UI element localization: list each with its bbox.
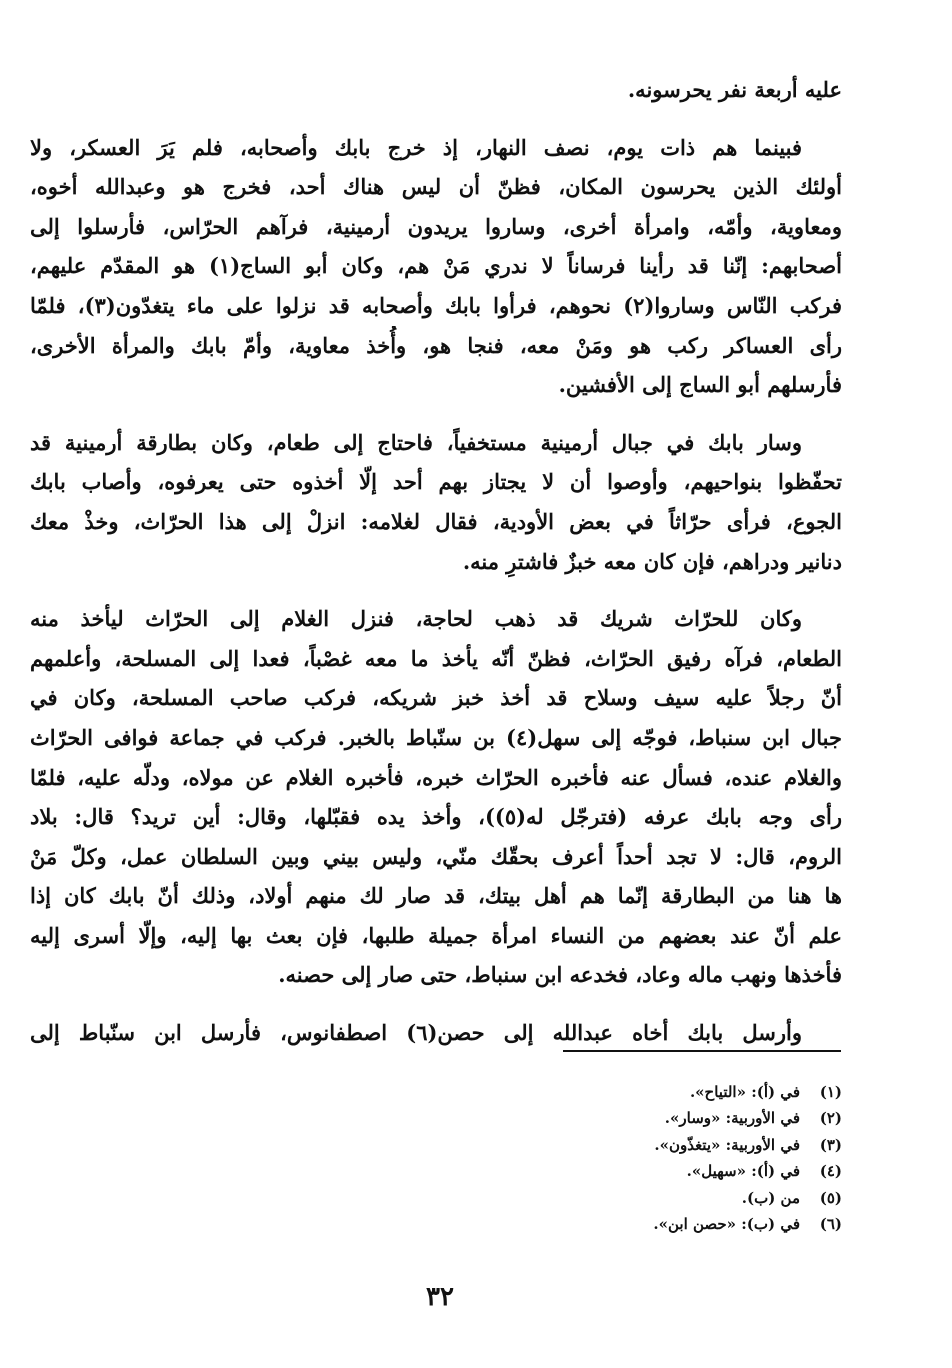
text-line: أنّ رجلاً عليه سيف وسلاح قد أخذ خبز شريكه، فركب صاحب المسلحة، وكان في (30, 685, 842, 711)
footnote (342, 1079, 842, 1105)
footnote-text: في (أ): «التياح». (689, 1083, 800, 1101)
text-line: وسار بابك في جبال أرمينية مستخفياً، فاحتاج إلى طعام، وكان بطارقة أرمينية قد (30, 429, 802, 455)
footnote-text: في (ب): «حصن ابن». (653, 1215, 800, 1234)
text-line: فركب النّاس وساروا(٢) نحوهم، فرأوا بابك وأصحابه قد نزلوا على ماء يتغدّون(٣)، فلمّا (30, 292, 842, 318)
footnote (342, 1132, 842, 1158)
text-line: ها هنا من البطارقة إنّما هم أهل بيتك، قد صار لك منهم أولاد، وذلك أنّ بابك كان إذا (30, 883, 842, 909)
text-line: رأى العساكر ركب هو ومَنْ معه، فنجا هو، وأُخذ معاوية، وأمّ بابك والمرأة الأخرى، (30, 332, 842, 358)
footnotes (342, 1079, 842, 1237)
paragraph (30, 599, 842, 995)
text-line: الطعام، فرآه رفيق الحرّاث، فظنّ أنّه يأخذ ما معه غصْباً، فعدا إلى المسلحة، وأعلمهم (30, 645, 842, 671)
text-line: علم أنّ عند بعضهم من النساء امرأة جميلة طلبها، فإن بعث بها إليه، وإلّا أسرى إليه (30, 922, 842, 948)
paragraph (30, 1013, 842, 1053)
footnote-number: (٥) (819, 1188, 842, 1207)
footnote (342, 1158, 842, 1184)
text-line: ومعاوية، وأمّه، وامرأة أخرى، وساروا يريدون أرمينية، فرآهم الحرّاس، فأرسلوا إلى (30, 213, 842, 239)
footnote-text: في الأوربية: «يتغذّون». (654, 1135, 800, 1154)
footnote-text: من (ب). (741, 1188, 800, 1207)
text-line: فبينما هم ذات يوم، نصف النهار، إذ خرج بابك وأصحابه، فلم يَرَ العسكر، ولا (30, 134, 802, 160)
footnote-text: في (أ): «سهيل». (686, 1162, 800, 1181)
page-number: ٣٢ (426, 1282, 454, 1312)
text-line: والغلام عنده، فسأل عنه فأخبره الحرّاث خبره، فأخبره الغلام عن مولاه، ودلّه عليه، فلمّا (30, 764, 842, 790)
text-line: الروم، قال: لا تجد أحداً أعرف بحقّك منّي، وليس بيني وبين السلطان عمل، وكلّ مَنْ (30, 843, 842, 869)
text-line: وأرسل بابك أخاه عبدالله إلى حصن(٦) اصطفانوس، فأرسل ابن سنّباط إلى (30, 1020, 802, 1046)
text-line: دنانير ودراهم، فإن كان معه خبزٌ فاشترِ منه. (462, 548, 842, 574)
text-line: تحفّظوا بنواحيهم، وأوصوا أن لا يجتاز بهم أحد إلّا أخذوه حتى يعرفوه، وأصاب بابك (30, 469, 842, 495)
paragraph (30, 423, 842, 581)
footnote-number: (٤) (819, 1162, 842, 1181)
page-body (30, 70, 842, 1053)
text-line: فأخذها ونهب ماله وعاد، فخدعه ابن سنباط، حتى صار إلى حصنه. (278, 962, 842, 988)
footnote (342, 1105, 842, 1131)
text-line: جبال ابن سنباط، فوجّه إلى سهل(٤) بن سنّباط بالخبر. فركب في جماعة فوافى الحرّاث (30, 724, 842, 750)
footnote (342, 1211, 842, 1237)
text-line: الجوع، فرأى حرّاثاً في بعض الأودية، فقال لغلامه: انزلْ إلى هذا الحرّاث، وخذْ معك (30, 508, 842, 534)
text-line: فأرسلهم أبو الساج إلى الأفشين. (558, 372, 842, 398)
text-line: أولئك الذين يحرسون المكان، فظنّ أن ليس هناك أحد، فخرج هو وعبدالله أخوه، (30, 174, 842, 200)
footnote (342, 1185, 842, 1211)
paragraph (30, 128, 842, 405)
footnote-divider (563, 1050, 841, 1052)
footnote-number: (٢) (819, 1109, 842, 1128)
text-line: وكان للحرّاث شريك قد ذهب لحاجة، فنزل الغلام إلى الحرّاث ليأخذ منه (30, 606, 802, 632)
text-line: عليه أربعة نفر يحرسونه. (627, 77, 842, 102)
footnote-number: (٦) (819, 1215, 842, 1234)
footnote-number: (٣) (819, 1135, 842, 1154)
paragraph (30, 70, 842, 110)
text-line: أصحابهم: إنّنا قد رأينا فرساناً لا ندري مَنْ هم، وكان أبو الساج(١) هو المقدّم عليهم، (30, 253, 842, 279)
footnote-text: في الأوربية: «وسار». (664, 1109, 800, 1128)
footnote-number: (١) (819, 1083, 842, 1101)
text-line: رأى وجه بابك عرفه (فترجّل له(٥))، وأخذ يده فقبّلها، وقال: أين تريد؟ قال: بلاد (30, 804, 842, 830)
